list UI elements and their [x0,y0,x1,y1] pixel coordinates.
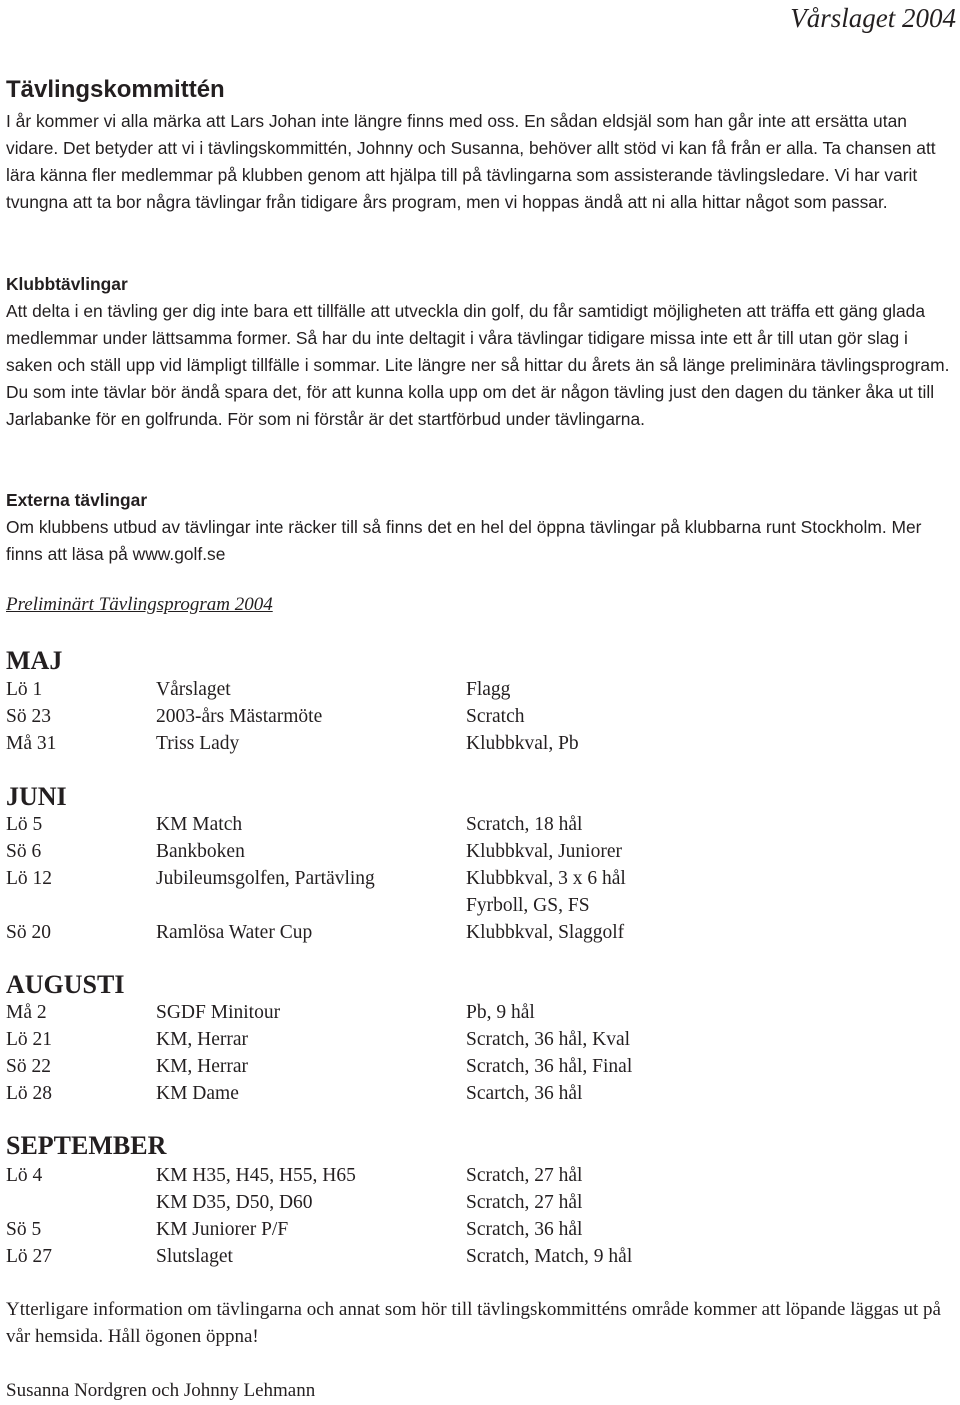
schedule-row [6,1080,906,1107]
row-day: Sö 20 [6,922,51,943]
row-day: Lö 4 [6,1165,43,1186]
row-day: Lö 28 [6,1083,53,1104]
schedule-row [6,1216,906,1243]
row-event: Bankboken [156,841,245,862]
row-event: Slutslaget [156,1246,233,1267]
row-type: Scratch, 27 hål [466,1192,583,1213]
schedule-juni [6,811,906,946]
club-competitions-heading: Klubbtävlingar [6,274,128,294]
schedule-row [6,999,906,1026]
schedule-row [6,730,906,757]
month-heading-september: SEPTEMBER [6,1131,167,1160]
schedule-row [6,865,906,892]
schedule-september [6,1162,906,1270]
program-heading: Preliminärt Tävlingsprogram 2004 [6,594,273,615]
committee-paragraph [6,108,952,216]
row-day: Lö 12 [6,868,53,889]
external-competitions-section [6,487,952,568]
committee-heading: Tävlingskommittén [6,76,225,103]
schedule-augusti [6,999,906,1107]
row-type: Klubbkval, Juniorer [466,841,622,862]
month-heading-juni: JUNI [6,782,67,811]
row-event: KM, Herrar [156,1056,249,1077]
club-competitions-section [6,271,952,433]
schedule-row [6,1026,906,1053]
row-type: Fyrboll, GS, FS [466,895,590,916]
row-type: Scratch, 36 hål, Final [466,1056,633,1077]
row-day: Lö 5 [6,814,43,835]
row-type: Scratch [466,706,525,727]
schedule-row [6,892,906,919]
row-day: Sö 23 [6,706,51,727]
row-event: KM H35, H45, H55, H65 [156,1165,356,1186]
row-day: Sö 22 [6,1056,51,1077]
month-heading-maj: MAJ [6,646,63,675]
row-event: Jubileumsgolfen, Partävling [156,868,375,889]
schedule-row [6,1189,906,1216]
row-day: Lö 21 [6,1029,53,1050]
external-competitions-heading: Externa tävlingar [6,490,148,510]
row-type: Scratch, Match, 9 hål [466,1246,633,1267]
row-type: Klubbkval, 3 x 6 hål [466,868,626,889]
row-type: Scratch, 36 hål [466,1219,583,1240]
row-type: Scratch, 27 hål [466,1165,583,1186]
month-heading-augusti: AUGUSTI [6,970,125,999]
row-event: Vårslaget [156,679,231,700]
row-event: KM Dame [156,1083,239,1104]
schedule-row [6,838,906,865]
schedule-row [6,1243,906,1270]
row-type: Klubbkval, Pb [466,733,579,754]
row-event: KM D35, D50, D60 [156,1192,313,1213]
schedule-row [6,703,906,730]
row-event: Ramlösa Water Cup [156,922,313,943]
signature: Susanna Nordgren och Johnny Lehmann [6,1380,316,1401]
closing-paragraph: Ytterligare information om tävlingarna och annat som hör till tävlingskommitténs område kommer att löpande läggas ut på vår hemsida. Håll ögonen öppna! [6,1299,941,1347]
row-type: Scratch, 36 hål, Kval [466,1029,631,1050]
external-competitions-paragraph: Om klubbens utbud av tävlingar inte räcker till så finns det en hel del öppna tävlingar på klubbarna runt Stockholm. Mer finns att läsa på www.golf.se [6,517,922,564]
schedule-row [6,811,906,838]
row-event: KM, Herrar [156,1029,249,1050]
row-day: Sö 5 [6,1219,42,1240]
running-header: Vårslaget 2004 [790,3,956,33]
schedule-row [6,919,906,946]
schedule-row [6,1162,906,1189]
row-type: Flagg [466,679,511,700]
row-day: Må 31 [6,733,57,754]
row-event: KM Juniorer P/F [156,1219,289,1240]
row-day: Må 2 [6,1002,47,1023]
row-day: Lö 1 [6,679,43,700]
row-event: SGDF Minitour [156,1002,281,1023]
schedule-row [6,676,906,703]
schedule-maj [6,676,906,757]
row-type: Scartch, 36 hål [466,1083,583,1104]
row-type: Klubbkval, Slaggolf [466,922,625,943]
row-type: Pb, 9 hål [466,1002,535,1023]
row-type: Scratch, 18 hål [466,814,583,835]
row-day: Sö 6 [6,841,42,862]
row-day: Lö 27 [6,1246,53,1267]
schedule-row [6,1053,906,1080]
row-event: KM Match [156,814,243,835]
row-event: Triss Lady [156,733,240,754]
club-competitions-paragraph: Att delta i en tävling ger dig inte bara ett tillfälle att utveckla din golf, du får samtidigt möjligheten att träffa ett gäng glada medlemmar under lättsamma former. Så har du inte deltagit i våra tävlingar tidigare missa inte ett år till utan gör slag i saken och ställ upp vid lämpligt tillfälle i sommar. Lite längre ner så hittar du årets än så länge preliminära tävlingsprogram. Du som inte tävlar bör ändå spara det, för att kunna kolla upp om det är någon tävling just den dagen du tänker åka ut till Jarlabanke för en golfrunda. För som ni förstår är det startförbud under tävlingarna. [6,301,950,429]
row-event: 2003-års Mästarmöte [156,706,323,727]
committee-paragraph-text: I år kommer vi alla märka att Lars Johan inte längre finns med oss. En sådan eldsjäl som han går inte att ersätta utan vidare. Det betyder att vi i tävlingskommittén, Johnny och Susanna, behöver allt stöd vi kan få från er alla. Ta chansen att lära känna fler medlemmar på klubben genom att hjälpa till på tävlingarna som assisterande tävlingsledare. Vi har varit tvungna att ta bor några tävlingar från tidigare års program, men vi hoppas ändå att ni alla hittar något som passar. [6,111,936,212]
